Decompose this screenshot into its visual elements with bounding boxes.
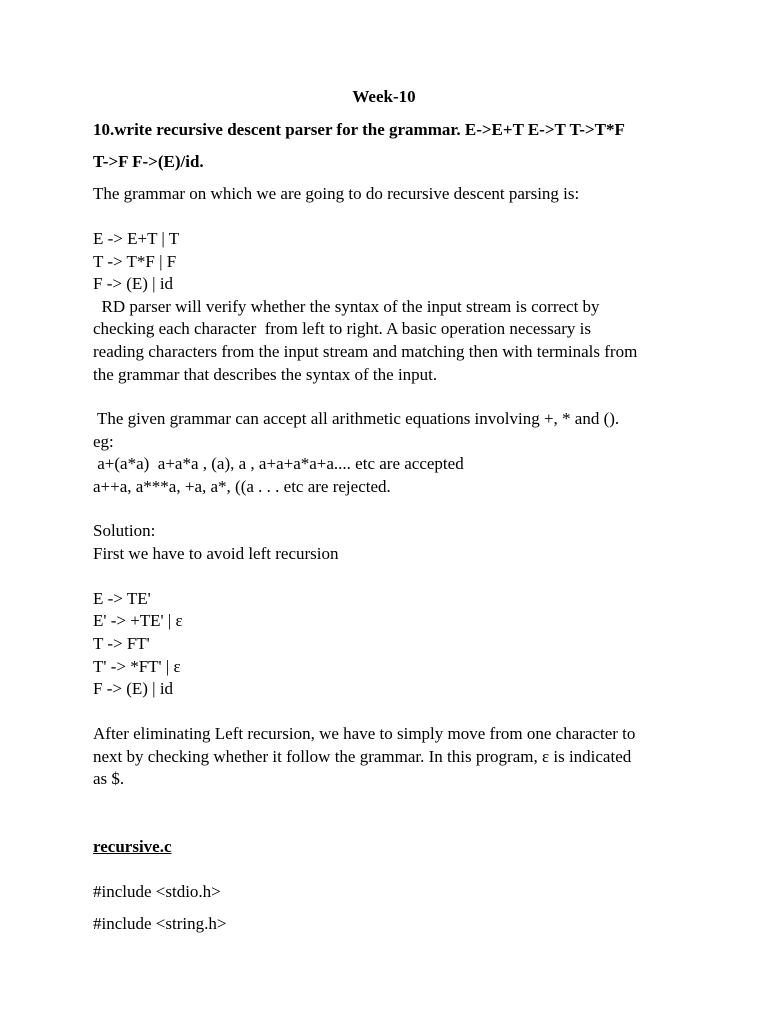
solution-label: Solution:: [93, 521, 156, 540]
grammar-rule: T' -> *FT' | ε: [93, 657, 181, 676]
paragraph-line: a+(a*a) a+a*a , (a), a , a+a+a*a+a.... etc are accepted: [93, 454, 464, 473]
grammar-rule: E -> TE': [93, 589, 151, 608]
paragraph-line: next by checking whether it follow the grammar. In this program, ε is indicated: [93, 747, 632, 766]
grammar-rule: T -> FT': [93, 634, 150, 653]
grammar-rule: E' -> +TE' | ε: [93, 611, 183, 630]
grammar-rule: F -> (E) | id: [93, 274, 174, 293]
paragraph-line: The given grammar can accept all arithmetic equations involving +, * and ().: [93, 409, 620, 428]
paragraph-line: the grammar that describes the syntax of the input.: [93, 365, 438, 384]
paragraph-line: After eliminating Left recursion, we have to simply move from one character to: [93, 724, 636, 743]
intro-text: The grammar on which we are going to do recursive descent parsing is:: [93, 184, 580, 203]
question-line-1: 10.write recursive descent parser for the grammar. E->E+T E->T T->T*F: [93, 120, 625, 139]
solution-intro: First we have to avoid left recursion: [93, 544, 339, 563]
code-line: #include <stdio.h>: [93, 882, 221, 901]
code-line: #include <string.h>: [93, 914, 227, 933]
paragraph-line: RD parser will verify whether the syntax of the input stream is correct by: [93, 297, 600, 316]
question-line-2: T->F F->(E)/id.: [93, 152, 204, 171]
grammar-rule: E -> E+T | T: [93, 229, 180, 248]
file-heading: recursive.c: [93, 837, 172, 856]
grammar-rule: F -> (E) | id: [93, 679, 174, 698]
paragraph-line: eg:: [93, 432, 114, 451]
week-title: Week-10: [352, 87, 416, 106]
paragraph-line: as $.: [93, 769, 125, 788]
paragraph-line: checking each character from left to right. A basic operation necessary is: [93, 319, 591, 338]
grammar-rule: T -> T*F | F: [93, 252, 177, 271]
paragraph-line: reading characters from the input stream and matching then with terminals from: [93, 342, 638, 361]
paragraph-line: a++a, a***a, +a, a*, ((a . . . etc are rejected.: [93, 477, 391, 496]
